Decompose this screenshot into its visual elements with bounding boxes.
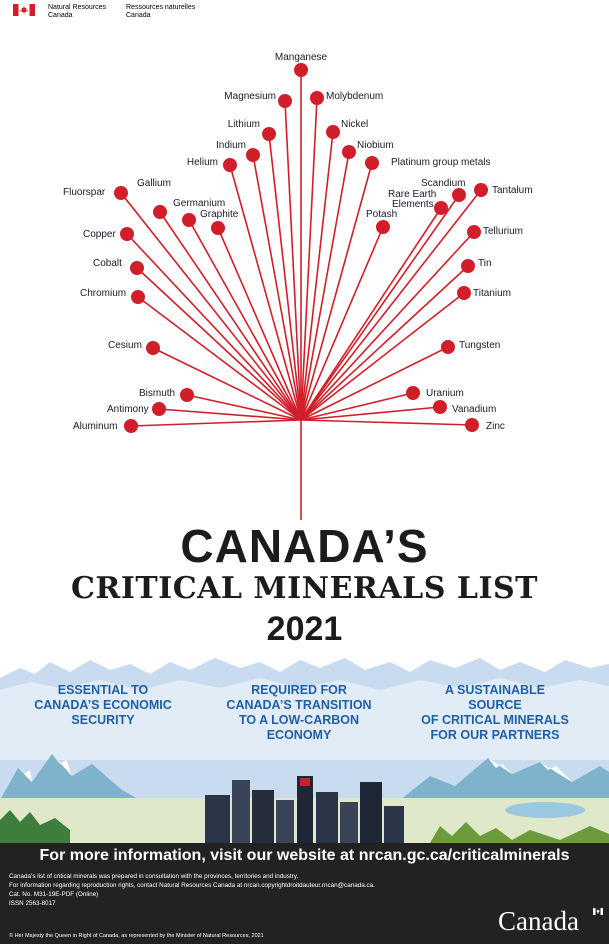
building-a xyxy=(205,795,230,843)
mineral-label-potash: Potash xyxy=(366,209,398,220)
dot-titanium xyxy=(457,286,471,300)
dot-tantalum xyxy=(474,183,488,197)
dot-magnesium xyxy=(278,94,292,108)
dot-germanium xyxy=(182,213,196,227)
pillar-economic-security: ESSENTIAL TO CANADA’S ECONOMIC SECURITY xyxy=(34,683,172,727)
building-d xyxy=(276,800,294,843)
ray-potash xyxy=(301,227,383,420)
ray-cesium xyxy=(153,348,301,420)
dot-molybdenum xyxy=(310,91,324,105)
canada-wordmark: Canada xyxy=(498,906,579,936)
building-b xyxy=(232,780,250,843)
mineral-label-cobalt: Cobalt xyxy=(93,258,122,269)
mineral-label-copper: Copper xyxy=(83,229,116,240)
pillar-sustainable-source: A SUSTAINABLE SOURCE OF CRITICAL MINERALS FOR OUR PARTNERS xyxy=(421,683,569,742)
ray-lithium xyxy=(269,134,301,420)
mineral-label-bismuth: Bismuth xyxy=(139,388,176,399)
dot-niobium xyxy=(342,145,356,159)
mineral-label-tungsten: Tungsten xyxy=(459,340,501,351)
dot-graphite xyxy=(211,221,225,235)
dot-vanadium xyxy=(433,400,447,414)
mineral-label-fluorspar: Fluorspar xyxy=(63,187,106,198)
dot-uranium xyxy=(406,386,420,400)
flag-tower-flag xyxy=(300,778,310,786)
building-i xyxy=(384,806,404,843)
mineral-label-helium: Helium xyxy=(186,157,218,168)
dot-lithium xyxy=(262,127,276,141)
mineral-label-germanium: Germanium xyxy=(173,198,226,209)
ray-graphite xyxy=(218,228,301,420)
ray-fluorspar xyxy=(121,193,301,420)
website-callout: For more information, visit our website at nrcan.gc.ca/criticalminerals xyxy=(39,847,570,864)
ray-tantalum xyxy=(301,190,481,420)
mineral-label-gallium: Gallium xyxy=(137,178,171,189)
building-c xyxy=(252,790,274,843)
wordmark-flag-icon xyxy=(593,908,603,915)
copyright-notice: © Her Majesty the Queen in Right of Canada, as represented by the Minister of Natural Resources, 2021 xyxy=(9,933,264,939)
mineral-label-tantalum: Tantalum xyxy=(492,185,533,196)
dot-copper xyxy=(120,227,134,241)
mineral-label-indium: Indium xyxy=(215,140,246,151)
dot-helium xyxy=(223,158,237,172)
building-h xyxy=(360,782,382,843)
mineral-label-manganese: Manganese xyxy=(274,52,328,63)
department-name-fr: Ressources naturelles Canada xyxy=(126,4,196,19)
title-line-3: 2021 xyxy=(266,610,343,648)
lake xyxy=(505,802,585,818)
dot-gallium xyxy=(153,205,167,219)
title-line-1: CANADA’S xyxy=(180,520,429,572)
pillar-low-carbon-transition: REQUIRED FOR CANADA’S TRANSITION TO A LOW-CARBON ECONOMY xyxy=(226,683,372,742)
mineral-label-antimony: Antimony xyxy=(107,404,149,415)
dot-antimony xyxy=(152,402,166,416)
dot-potash xyxy=(376,220,390,234)
mineral-label-tellurium: Tellurium xyxy=(483,226,524,237)
ray-zinc xyxy=(301,420,472,425)
mineral-label-niobium: Niobium xyxy=(357,140,394,151)
building-e xyxy=(297,776,313,843)
mineral-label-scandium: Scandium xyxy=(421,178,466,189)
footer xyxy=(0,843,609,944)
mineral-label-vanadium: Vanadium xyxy=(452,404,497,415)
mineral-label-chromium: Chromium xyxy=(80,288,127,299)
mineral-label-nickel: Nickel xyxy=(341,119,369,130)
department-name-en: Natural Resources Canada xyxy=(48,4,106,19)
mineral-label-aluminum: Aluminum xyxy=(73,421,118,432)
ray-germanium xyxy=(189,220,301,420)
dot-cesium xyxy=(146,341,160,355)
dot-tin xyxy=(461,259,475,273)
mineral-label-rare-earth: Rare Earth xyxy=(388,189,437,200)
dot-tungsten xyxy=(441,340,455,354)
mineral-label-platinum-group-metals: Platinum group metals xyxy=(391,157,491,168)
mineral-label-elements: Elements xyxy=(392,199,434,210)
dot-fluorspar xyxy=(114,186,128,200)
mineral-label-tin: Tin xyxy=(478,258,492,269)
dot-aluminum xyxy=(124,419,138,433)
fine-print: Canada’s list of critical minerals was prepared in consultation with the provinces, territories and industry. For information regarding reproduction rights, contact Natural Resources Canada at nrcan.copyrightdroitdauteur.rncan@canada.ca. Cat. No. M31-19E-PDF (Online) ISSN 2563-8017 xyxy=(9,873,375,907)
building-f xyxy=(316,792,338,843)
dot-chromium xyxy=(131,290,145,304)
dot-bismuth xyxy=(180,388,194,402)
ray-gallium xyxy=(160,212,301,420)
ray-nickel xyxy=(301,132,333,420)
mineral-label-molybdenum: Molybdenum xyxy=(326,91,384,102)
mineral-label-titanium: Titanium xyxy=(473,288,511,299)
dot-nickel xyxy=(326,125,340,139)
mineral-label-cesium: Cesium xyxy=(108,340,142,351)
mineral-label-graphite: Graphite xyxy=(200,209,239,220)
ray-antimony xyxy=(159,409,301,420)
dot-indium xyxy=(246,148,260,162)
dot-tellurium xyxy=(467,225,481,239)
dot-zinc xyxy=(465,418,479,432)
mineral-label-zinc: Zinc xyxy=(486,421,505,432)
dot-platinum-group-metals xyxy=(365,156,379,170)
title-line-2: CRITICAL MINERALS LIST xyxy=(71,571,538,606)
ray-rare-earth xyxy=(301,208,441,420)
dot-scandium xyxy=(452,188,466,202)
dot-manganese xyxy=(294,63,308,77)
mineral-label-magnesium: Magnesium xyxy=(224,91,276,102)
building-g xyxy=(340,802,358,843)
ray-aluminum xyxy=(131,420,301,426)
dot-rare-earth xyxy=(434,201,448,215)
landscape-illustration xyxy=(0,650,609,843)
mineral-label-uranium: Uranium xyxy=(426,388,464,399)
dot-cobalt xyxy=(130,261,144,275)
mineral-label-lithium: Lithium xyxy=(227,119,260,130)
